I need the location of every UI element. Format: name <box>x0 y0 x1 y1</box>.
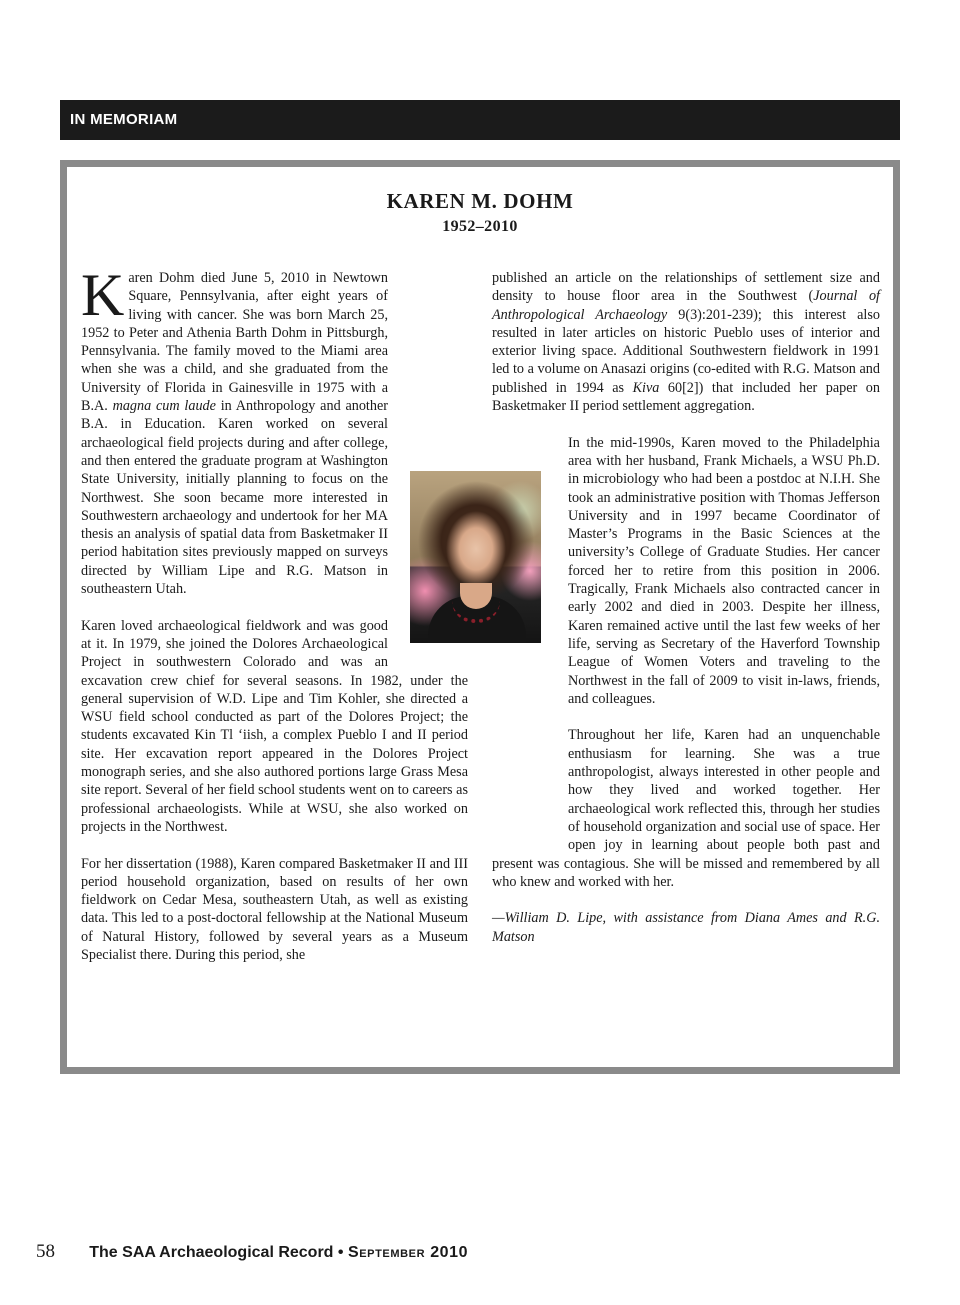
signature-text: —William D. Lipe, with assistance from Diana Ames and R.G. Matson <box>492 910 880 945</box>
left-p1-italic: magna cum laude <box>112 398 216 415</box>
obituary-title: KAREN M. DOHM <box>386 189 574 213</box>
left-paragraph-2: Karen loved archaeological fieldwork and was good at it. In 1979, she joined the Dolores Archaeological Project in southwestern Colorado and was an excavation crew chief for several seasons. In 1982, under the general supervision of W.D. Lipe and Tim Kohler, she directed a WSU field school conducted as part of the Dolores Project; the students excavated Kin Tl ‘iish, a complex Pueblo I and II period site. Her excavation report appeared in the Dolores Project monograph series, and she also authored portions large Grass Mesa site report. Several of her field school students went on to careers as professional archaeologists. While at WSU, she also worked on projects in the Northwest. <box>81 617 468 835</box>
left-p1-text-b: in Anthropology and another B.A. in Education. Karen worked on several archaeological field projects during and after college, and then entered the graduate program at Washington State University, initially planning to focus on the Northwest. She soon became more interested in Southwestern archaeology and undertook for her MA thesis an analysis of spatial data from Basketmaker II period habitation sites previously mapped on surveys directed by William Lipe and R.G. Matson in southeastern Utah. <box>81 398 388 598</box>
footer-separator: • <box>333 1244 348 1261</box>
left-paragraph-3: For her dissertation (1988), Karen compared Basketmaker II and III period household organization, based on results of her own fieldwork on Cedar Mesa, southeastern Utah, as well as existing data. This led to a post-doctoral fellowship at the National Museum of Natural History, followed by several years as a Museum Specialist there. During this period, she <box>81 855 468 963</box>
page-footer <box>36 1241 468 1263</box>
right-p1-text-a: published an article on the relationships of settlement size and density to house floor area in the Southwest ( <box>492 270 880 305</box>
right-paragraph-1 <box>492 269 880 415</box>
left-p1-text-a: aren Dohm died June 5, 2010 in Newtown Square, Pennsylvania, after eight years of living with cancer. She was born March 25, 1952 to Peter and Athenia Barth Dohm in Pittsburgh, Pennsylvania. The family moved to the Miami area when she was a child, and she graduated from the University of Florida in Gainesville in 1975 with a B.A. <box>81 270 388 415</box>
signature <box>492 909 880 946</box>
section-label: IN MEMORIAM <box>70 111 178 128</box>
kiva-title: Kiva <box>632 379 660 396</box>
right-p1-text-c: 60[2]) that included her paper on Basketmaker II period settlement aggregation. <box>492 379 880 415</box>
right-paragraph-3: Throughout her life, Karen had an unquenchable enthusiasm for learning. She was a true anthropologist, always interested in other people and how they lived and worked together. Her archaeological work reflected this, through her studies of household organization and social use of space. Her open joy in learning about people both past and present was contagious. She will be missed and remembered by all who knew and worked with her. <box>492 727 880 890</box>
obituary-years: 1952–2010 <box>442 218 518 235</box>
publication-name: The SAA Archaeological Record <box>89 1244 334 1261</box>
section-banner <box>60 100 900 140</box>
journal-title: Journal of Anthropological Archaeology <box>492 288 880 323</box>
portrait-photo <box>410 471 541 643</box>
right-column <box>492 269 880 946</box>
drop-cap: K <box>81 262 125 328</box>
issue-date: September 2010 <box>347 1244 469 1261</box>
page-number: 58 <box>36 1241 55 1262</box>
right-p1-text-b: 9(3):201-239); this interest also resulted in later articles on historic Pueblo uses of interior and exterior living space. Additional Southwestern fieldwork in 1991 led to a volume on Anasazi origins (co-edited with R.G. Matson and published in 1994 as <box>492 306 880 396</box>
right-paragraph-2 <box>492 434 880 708</box>
right-p2-text: In the mid-1990s, Karen moved to the Philadelphia area with her husband, Frank Michaels, a WSU Ph.D. in microbiology who had been a postdoc at N.I.H. She took an administrative position with Thomas Jefferson University and in 1997 became Coordinator of Master’s Programs in the Basic Sciences at the university’s College of Graduate Studies. Her cancer forced her to retire from this position in 2006. Tragically, Frank Michaels also contracted cancer in early 2002 and died in 2003. Despite her illness, Karen remained active until the last few weeks of her life, serving as Secretary of the Haverford Township League of Women Voters and traveling to the Northwest in the fall of 2009 to visit in-laws, friends, and colleagues. <box>568 434 880 707</box>
